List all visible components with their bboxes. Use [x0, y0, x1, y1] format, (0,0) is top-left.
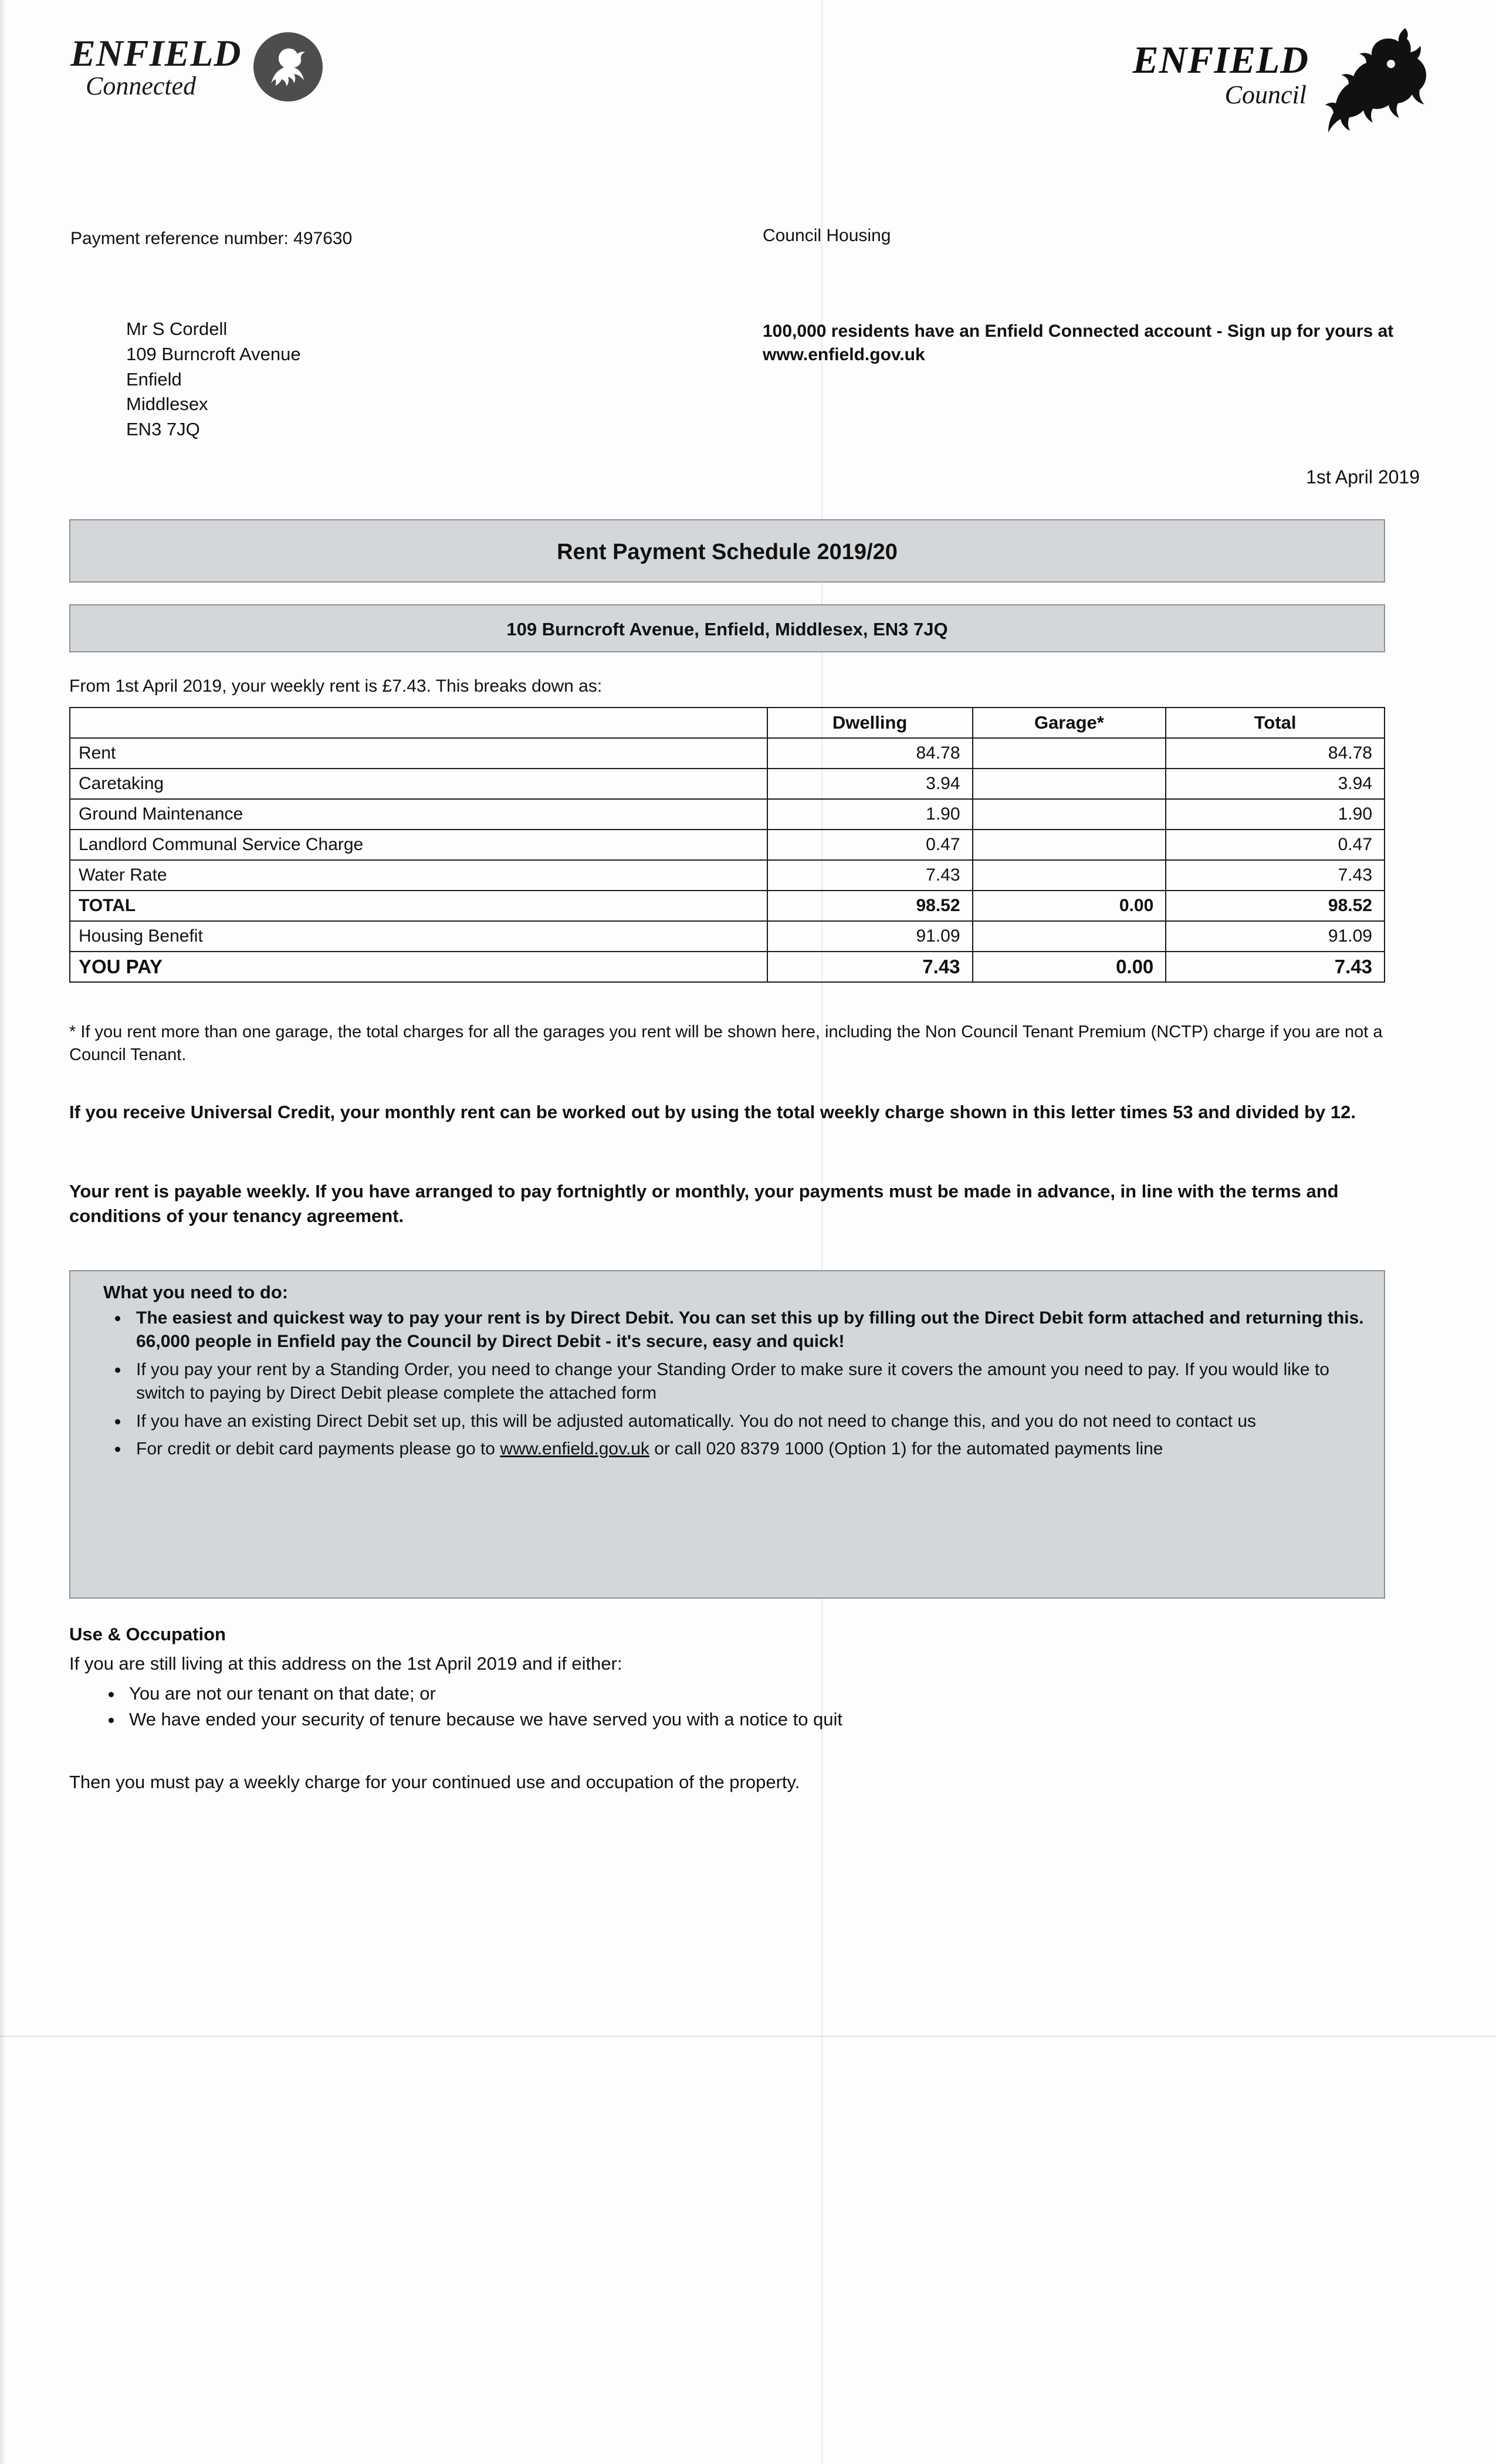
griffin-badge-icon — [253, 32, 323, 101]
promo-text: 100,000 residents have an Enfield Connected account - Sign up for yours at www.enfield.gov.uk — [763, 321, 1394, 364]
charges-table — [69, 707, 1385, 983]
page-title: Rent Payment Schedule 2019/20 — [69, 519, 1385, 583]
recipient-name: Mr S Cordell — [126, 319, 228, 339]
row-label: Ground Maintenance — [70, 799, 767, 830]
table-row — [70, 921, 1385, 952]
table-row — [70, 860, 1385, 891]
row-label: Housing Benefit — [70, 921, 767, 952]
action-box-list — [88, 1307, 1366, 1461]
row-label: Water Rate — [70, 860, 767, 891]
recipient-line3: Middlesex — [126, 394, 208, 415]
table-row — [70, 799, 1385, 830]
row-label: TOTAL — [70, 891, 767, 921]
intro-line: From 1st April 2019, your weekly rent is £7.43. This breaks down as: — [69, 676, 603, 696]
row-garage — [973, 738, 1166, 769]
row-label: Rent — [70, 738, 767, 769]
list-item: • If you have an existing Direct Debit set up, this will be adjusted automatically. You do not need to change this, and you do not need to contact us — [129, 1410, 1366, 1433]
horizontal-fold-line — [0, 2036, 1496, 2037]
column-header-total: Total — [1166, 708, 1385, 738]
row-total: 84.78 — [1166, 738, 1385, 769]
use-occupation-list — [88, 1681, 1414, 1732]
vertical-fold-line — [821, 0, 823, 2464]
row-dwelling: 1.90 — [767, 799, 973, 830]
row-label: Landlord Communal Service Charge — [70, 830, 767, 860]
recipient-address — [126, 317, 301, 442]
use-occupation-lead: If you are still living at this address on the 1st April 2019 and if either: — [69, 1653, 622, 1674]
payment-reference: Payment reference number: 497630 — [70, 229, 353, 248]
table-row — [70, 738, 1385, 769]
row-garage — [973, 860, 1166, 891]
what-you-need-to-do-box — [69, 1270, 1385, 1599]
recipient-line1: 109 Burncroft Avenue — [126, 343, 301, 364]
table-row — [70, 830, 1385, 860]
enfield-connected-brand: ENFIELD — [70, 32, 242, 74]
property-address-bar: 109 Burncroft Avenue, Enfield, Middlesex, EN3 7JQ — [69, 604, 1385, 652]
list-item: • The easiest and quickest way to pay your rent is by Direct Debit. You can set this up by filling out the Direct Debit form attached and returning this. 66,000 people in Enfield pay the Council by Direct Debit - it's secure, easy and quick! — [129, 1307, 1366, 1353]
list-item — [129, 1437, 1366, 1461]
card-payment-text-post: or call 020 8379 1000 (Option 1) for the automated payments line — [649, 1439, 1163, 1459]
use-occupation-closing: Then you must pay a weekly charge for your continued use and occupation of the property. — [69, 1772, 800, 1792]
list-item: • You are not our tenant on that date; or — [123, 1681, 1414, 1707]
row-total: 1.90 — [1166, 799, 1385, 830]
row-garage — [973, 921, 1166, 952]
row-garage — [973, 769, 1166, 799]
row-dwelling: 0.47 — [767, 830, 973, 860]
row-total: 7.43 — [1166, 952, 1385, 982]
enfield-website-link[interactable]: www.enfield.gov.uk — [500, 1439, 649, 1459]
enfield-connected-logo — [70, 32, 323, 101]
row-total: 91.09 — [1166, 921, 1385, 952]
list-item: • We have ended your security of tenure because we have served you with a notice to quit — [123, 1707, 1414, 1732]
action-box-heading: What you need to do: — [103, 1282, 289, 1302]
enfield-council-logo — [1133, 23, 1434, 150]
garage-footnote: * If you rent more than one garage, the total charges for all the garages you rent will be shown here, including the Non Council Tenant Premium (NCTP) charge if you are not a Council Tenant. — [69, 1023, 1383, 1065]
row-total: 3.94 — [1166, 769, 1385, 799]
column-header-item — [70, 708, 767, 738]
row-dwelling: 84.78 — [767, 738, 973, 769]
column-header-garage: Garage* — [973, 708, 1166, 738]
list-item: • If you pay your rent by a Standing Order, you need to change your Standing Order to make sure it covers the amount you need to pay. If you would like to switch to paying by Direct Debit please complete the attached form — [129, 1358, 1366, 1405]
recipient-postcode: EN3 7JQ — [126, 419, 200, 440]
row-label: Caretaking — [70, 769, 767, 799]
recipient-line2: Enfield — [126, 368, 182, 390]
table-row — [70, 769, 1385, 799]
row-garage — [973, 799, 1166, 830]
enfield-council-wordmark — [1133, 23, 1309, 108]
table-row-you-pay — [70, 952, 1385, 982]
row-dwelling: 7.43 — [767, 860, 973, 891]
weekly-payment-note: Your rent is payable weekly. If you have arranged to pay fortnightly or monthly, your payments must be made in advance, in line with the terms and conditions of your tenancy agreement. — [69, 1181, 1339, 1227]
row-total: 98.52 — [1166, 891, 1385, 921]
row-total: 0.47 — [1166, 830, 1385, 860]
enfield-connected-sub: Connected — [86, 72, 197, 100]
use-occupation-title: Use & Occupation — [69, 1624, 226, 1644]
universal-credit-note: If you receive Universal Credit, your monthly rent can be worked out by using the total weekly charge shown in this letter times 53 and divided by 12. — [69, 1102, 1356, 1122]
table-row-total — [70, 891, 1385, 921]
row-dwelling: 3.94 — [767, 769, 973, 799]
department-label: Council Housing — [763, 226, 891, 245]
column-header-dwelling: Dwelling — [767, 708, 973, 738]
enfield-council-brand: ENFIELD — [1132, 39, 1309, 82]
row-total: 7.43 — [1166, 860, 1385, 891]
card-payment-text-pre: For credit or debit card payments please go to — [136, 1439, 500, 1459]
griffin-icon — [1317, 23, 1434, 150]
row-garage: 0.00 — [973, 891, 1166, 921]
row-dwelling: 7.43 — [767, 952, 973, 982]
enfield-connected-wordmark — [70, 32, 242, 100]
row-garage — [973, 830, 1166, 860]
enfield-council-sub: Council — [1224, 80, 1307, 109]
page-edge-shadow — [0, 0, 6, 2464]
row-dwelling: 98.52 — [767, 891, 973, 921]
table-header-row — [70, 708, 1385, 738]
row-dwelling: 91.09 — [767, 921, 973, 952]
row-label: YOU PAY — [70, 952, 767, 982]
letter-date: 1st April 2019 — [1306, 466, 1420, 488]
row-garage: 0.00 — [973, 952, 1166, 982]
